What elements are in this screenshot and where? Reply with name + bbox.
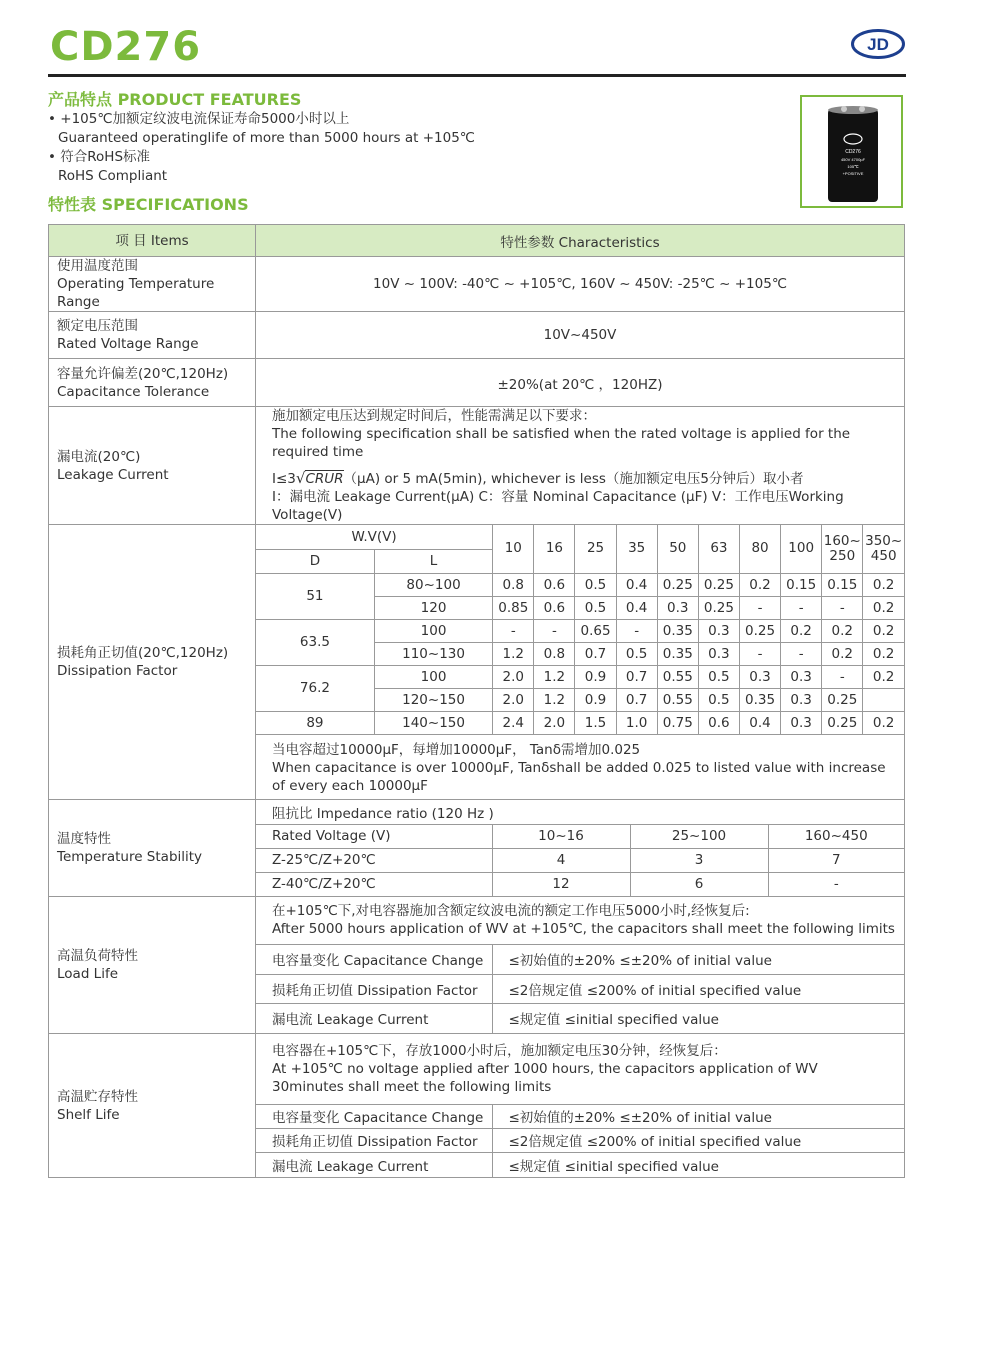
sl-row1-value: ≤初始值的±20% ≤±20% of initial value [492,1104,904,1128]
df-cell: 0.5 [575,573,616,596]
df-cell: 0.2 [863,665,904,688]
voltage-value: 10V~450V [256,312,905,359]
ts-row1-v3: 7 [768,848,904,872]
df-d-value: 51 [256,573,374,619]
ll-row1-value: ≤初始值的±20% ≤±20% of initial value [492,944,904,974]
spec-table [48,224,905,1178]
df-d-value: 76.2 [256,665,374,711]
df-cell: 0.8 [493,573,534,596]
df-cell: - [493,619,534,642]
ll-desc-en: After 5000 hours application of WV at +105℃, the capacitors shall meet the following limits [272,921,895,938]
df-cell: 0.55 [657,688,698,711]
leakage-line2: The following specification shall be satisfied when the rated voltage is applied for the required time [272,426,851,460]
df-l-value: 120 [374,596,492,619]
df-voltage-4: 50 [657,525,698,573]
header-divider [48,74,906,77]
df-cn: 损耗角正切值(20℃,120Hz) [57,645,229,661]
product-image [800,95,903,208]
df-data-row [256,619,904,642]
ts-en: Temperature Stability [57,849,203,865]
voltage-en: Rated Voltage Range [57,336,199,352]
df-cell: 0.2 [863,596,904,619]
op-temp-value: 10V ~ 100V: -40℃ ~ +105℃, 160V ~ 450V: -25℃ ~ +105℃ [256,257,905,312]
df-cell: 0.4 [739,711,780,734]
row-op-temp [49,257,905,312]
ts-row1-label: Z-25℃/Z+20℃ [256,848,492,872]
row-temp-stability [49,800,905,897]
df-cell: 0.8 [534,642,575,665]
ts-col-2: 25~100 [630,824,768,848]
ts-ratio: 阻抗比 Impedance ratio (120 Hz ) [256,800,904,824]
df-l-value: 80~100 [374,573,492,596]
df-data-row [256,573,904,596]
df-cell: 0.5 [616,642,657,665]
ts-cn: 温度特性 [57,831,111,847]
df-cell: 1.0 [616,711,657,734]
df-cell: 0.6 [534,596,575,619]
sl-cn: 高温贮存特性 [57,1088,138,1105]
df-cell: 2.0 [493,665,534,688]
df-cell: 0.6 [534,573,575,596]
df-cell: 0.25 [657,573,698,596]
df-cell: - [739,642,780,665]
sl-en: Shelf Life [57,1106,120,1123]
df-cell: - [822,596,863,619]
df-cell: 0.7 [616,688,657,711]
cap-label-3: 105℃ [847,164,859,169]
df-cell: 0.65 [575,619,616,642]
tolerance-en: Capacitance Tolerance [57,383,210,400]
df-cell: 0.3 [781,688,822,711]
page-title: CD276 [50,24,202,70]
cap-label-2: 450V 4700µF [840,157,866,162]
ts-row2-v2: 6 [630,872,768,896]
df-cell: 0.3 [698,642,739,665]
df-cell: 2.0 [493,688,534,711]
df-cell: 0.85 [493,596,534,619]
leakage-line1: 施加额定电压达到规定时间后，性能需满足以下要求： [272,408,596,424]
svg-text:JD: JD [867,35,889,54]
df-cell: 0.35 [657,619,698,642]
ll-desc-cn: 在+105℃下,对电容器施加含额定纹波电流的额定工作电压5000小时,经恢复后: [272,903,750,920]
df-cell: - [822,665,863,688]
formula-pre: I≤3 [272,471,296,487]
df-cell: 0.25 [698,573,739,596]
ts-row1-v1: 4 [492,848,630,872]
ll-row2-value: ≤2倍规定值 ≤200% of initial specified value [492,974,904,1003]
df-l-label: L [374,549,492,573]
features-heading: 产品特点 PRODUCT FEATURES [48,90,302,109]
ts-table [256,800,904,896]
df-l-value: 140~150 [374,711,492,734]
df-cell: 0.9 [575,688,616,711]
formula-post: （μA) or 5 mA(5min), whichever is less（施加额定电压5分钟后）取小者 [343,471,804,487]
ll-row3-value: ≤规定值 ≤initial specified value [492,1003,904,1033]
col-items: 项 目 Items [49,225,256,257]
df-cell: 1.2 [534,688,575,711]
df-cell: 0.2 [822,619,863,642]
feature-1-cn: • +105℃加额定纹波电流保证寿命5000小时以上 [48,111,350,127]
sl-row2-label: 损耗角正切值 Dissipation Factor [256,1128,492,1152]
ll-row2-label: 损耗角正切值 Dissipation Factor [256,974,492,1003]
df-cell: 0.2 [863,573,904,596]
df-cell: 0.9 [575,665,616,688]
df-cell: 0.5 [698,688,739,711]
df-cell: 0.3 [698,619,739,642]
df-wv-label: W.V(V) [256,525,493,549]
df-header-row [256,525,904,549]
df-cell: 0.2 [863,642,904,665]
voltage-cn: 额定电压范围 [57,318,138,334]
leakage-formula [272,469,888,488]
df-cell: 2.0 [534,711,575,734]
df-cell: 1.5 [575,711,616,734]
df-cell: 0.4 [616,573,657,596]
df-cell: 0.35 [657,642,698,665]
df-cell: - [534,619,575,642]
feature-1-en: Guaranteed operatinglife of more than 5000 hours at +105℃ [58,130,475,146]
df-cell: - [781,642,822,665]
tolerance-cn: 容量允许偏差(20℃,120Hz) [57,365,229,382]
sl-row1-label: 电容量变化 Capacitance Change [256,1104,492,1128]
df-cell: 0.3 [781,665,822,688]
df-voltage-0: 10 [493,525,534,573]
ts-row2-v1: 12 [492,872,630,896]
df-cell: 0.75 [657,711,698,734]
capacitor-icon [827,105,879,203]
row-leakage [49,407,905,525]
df-cell: 0.3 [739,665,780,688]
brand-logo [851,29,905,59]
leakage-en: Leakage Current [57,466,169,483]
df-cell: 0.2 [822,642,863,665]
df-cell: 0.3 [657,596,698,619]
df-cell: 0.2 [739,573,780,596]
ll-en: Load Life [57,966,119,982]
df-l-value: 120~150 [374,688,492,711]
sl-row2-value: ≤2倍规定值 ≤200% of initial specified value [492,1128,904,1152]
spec-header-row [49,225,905,257]
df-cell: 0.55 [657,665,698,688]
df-cell: 0.2 [863,619,904,642]
df-cell: 2.4 [493,711,534,734]
specs-heading: 特性表 SPECIFICATIONS [48,195,249,214]
df-cell: 0.6 [698,711,739,734]
df-cell: 0.25 [822,711,863,734]
df-l-value: 110~130 [374,642,492,665]
ts-row1-v2: 3 [630,848,768,872]
df-cell: - [739,596,780,619]
df-note [256,734,904,799]
ts-col-1: 10~16 [492,824,630,848]
ll-row1-label: 电容量变化 Capacitance Change [256,944,492,974]
df-cell: 0.2 [863,711,904,734]
row-voltage [49,312,905,359]
row-tolerance [49,359,905,407]
df-cell: 0.2 [781,619,822,642]
df-table [256,525,904,734]
sl-table [256,1034,904,1177]
col-characteristics: 特性参数 Characteristics [256,225,905,257]
df-en: Dissipation Factor [57,663,178,679]
df-cell: 0.4 [616,596,657,619]
feature-2-en: RoHS Compliant [58,168,168,184]
sqrt-icon: √ [295,469,306,487]
df-cell: 1.2 [534,665,575,688]
cap-label-4: +POSITIVE [842,171,864,176]
df-cell: 0.7 [616,665,657,688]
df-voltage-1: 16 [534,525,575,573]
df-cell: - [616,619,657,642]
df-d-value: 89 [256,711,374,734]
tolerance-value: ±20%(at 20℃ ，120HZ) [256,359,905,407]
op-temp-cn: 使用温度范围 [57,258,138,274]
df-voltage-2: 25 [575,525,616,573]
ts-row2-v3: - [768,872,904,896]
df-cell: 0.35 [739,688,780,711]
ts-col-3: 160~450 [768,824,904,848]
df-cell [863,688,904,711]
df-cell: 0.25 [698,596,739,619]
df-cell: 0.5 [575,596,616,619]
df-l-value: 100 [374,619,492,642]
ll-cn: 高温负荷特性 [57,948,138,964]
df-voltage-8: 160~ 250 [822,525,863,573]
df-cell: 0.7 [575,642,616,665]
leakage-line4: I：漏电流 Leakage Current(μA) C：容量 Nominal Capacitance (μF) V：工作电压Working Voltage(V) [272,489,844,523]
df-cell: 1.2 [493,642,534,665]
ts-rated-label: Rated Voltage (V) [256,824,492,848]
df-cell: - [781,596,822,619]
df-cell: 0.25 [739,619,780,642]
df-d-value: 63.5 [256,619,374,665]
sl-row3-label: 漏电流 Leakage Current [256,1152,492,1177]
op-temp-en: Operating Temperature Range [57,276,215,310]
df-note-cn: 当电容超过10000μF，每增加10000μF， Tanδ需增加0.025 [272,742,641,758]
df-cell: 0.5 [698,665,739,688]
formula-root: CRUR [305,471,344,487]
df-l-value: 100 [374,665,492,688]
feature-2-cn: • 符合RoHS标准 [48,149,151,165]
sl-row3-value: ≤规定值 ≤initial specified value [492,1152,904,1177]
sl-desc-en: At +105℃ no voltage applied after 1000 hours, the capacitors application of WV 30minutes shall meet the following limits [272,1060,818,1095]
ts-row2-label: Z-40℃/Z+20℃ [256,872,492,896]
df-voltage-3: 35 [616,525,657,573]
df-cell: 0.3 [781,711,822,734]
row-dissipation [49,525,905,800]
df-voltage-9: 350~ 450 [863,525,904,573]
df-cell: 0.15 [822,573,863,596]
df-data-row [256,665,904,688]
df-cell: 0.15 [781,573,822,596]
sl-desc-cn: 电容器在+105℃下，存放1000小时后，施加额定电压30分钟，经恢复后： [272,1042,727,1059]
row-shelf-life [49,1034,905,1178]
df-data-row [256,711,904,734]
df-d-label: D [256,549,374,573]
leakage-cn: 漏电流(20℃) [57,448,141,465]
df-cell: 0.25 [822,688,863,711]
df-voltage-6: 80 [739,525,780,573]
df-voltage-7: 100 [781,525,822,573]
row-load-life [49,897,905,1034]
features-list [48,110,475,186]
ll-table [256,897,904,1033]
cap-label-1: CD276 [845,149,861,155]
df-note-en: When capacitance is over 10000μF, Tanδshall be added 0.025 to listed value with increase of every each 10000μF [272,760,886,794]
ll-row3-label: 漏电流 Leakage Current [256,1003,492,1033]
df-voltage-5: 63 [698,525,739,573]
